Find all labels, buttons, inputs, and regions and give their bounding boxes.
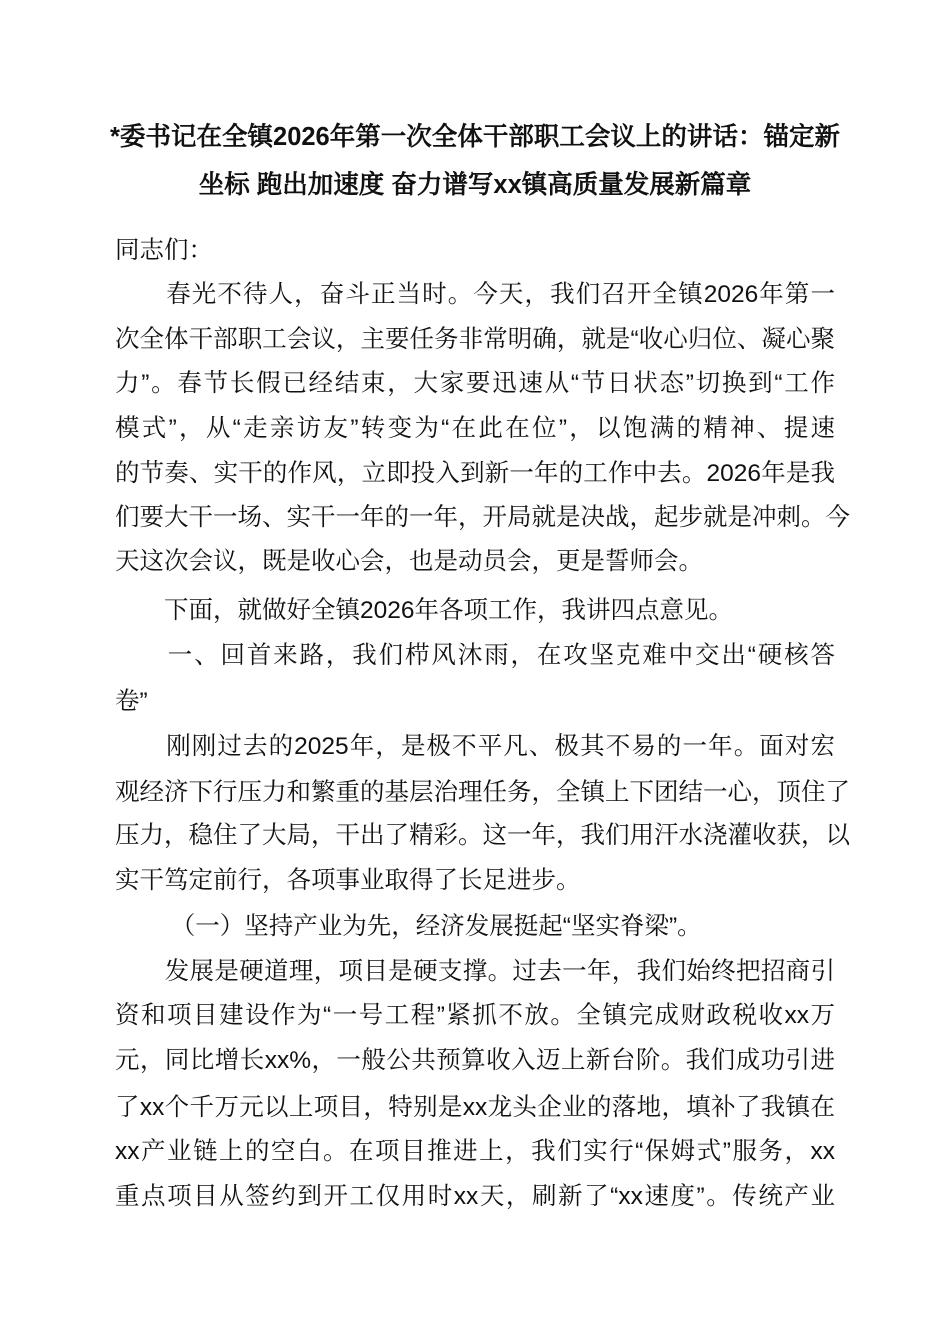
body-text-line: 一、回首来路，我们栉风沐雨，在攻坚克难中交出“硬核答 [115,642,835,669]
body-text-line: 观经济下行压力和繁重的基层治理任务，全镇上下团结一心，顶住了 [115,779,850,806]
body-text-line: 资和项目建设作为“一号工程”紧抓不放。全镇完成财政税收xx万 [115,1002,835,1029]
body-text-line: 的节奏、实干的作风，立即投入到新一年的工作中去。2026年是我 [115,460,835,487]
body-text-line: 下面，就做好全镇2026年各项工作，我讲四点意见。 [115,597,734,624]
body-text-line: 重点项目从签约到开工仅用时xx天，刷新了“xx速度”。传统产业 [115,1183,835,1210]
body-text-line: 春光不待人，奋斗正当时。今天，我们召开全镇2026年第一 [115,281,835,308]
body-text-line: （一）坚持产业为先，经济发展挺起“坚实脊梁”。 [115,913,702,940]
body-text-line: 了xx个千万元以上项目，特别是xx龙头企业的落地，填补了我镇在 [115,1094,835,1121]
body-text-line: 们要大干一场、实干一年的一年，开局就是决战，起步就是冲刺。今 [115,504,850,531]
body-text-line: 实干笃定前行，各项事业取得了长足进步。 [115,867,581,894]
body-text-line: 压力，稳住了大局，干出了精彩。这一年，我们用汗水浇灌收获，以 [115,822,850,849]
body-text-line: 天这次会议，既是收心会，也是动员会，更是誓师会。 [115,548,703,575]
body-text-line: 元，同比增长xx%，一般公共预算收入迈上新台阶。我们成功引进 [115,1047,835,1074]
body-text-line: 卷” [115,688,148,715]
body-text-line: 模式”，从“走亲访友”转变为“在此在位”，以饱满的精神、提速 [115,415,835,442]
body-text-line: 发展是硬道理，项目是硬支撑。过去一年，我们始终把招商引 [115,958,835,985]
document-title-line-1: *委书记在全镇2026年第一次全体干部职工会议上的讲话：锚定新 [110,123,840,151]
body-text-line: xx产业链上的空白。在项目推进上，我们实行“保姆式”服务，xx [115,1138,835,1165]
body-text-line: 次全体干部职工会议，主要任务非常明确，就是“收心归位、凝心聚 [115,326,835,353]
document-title-line-2: 坐标 跑出加速度 奋力谱写xx镇高质量发展新篇章 [198,171,752,199]
salutation: 同志们： [115,237,213,264]
body-text-line: 刚刚过去的2025年，是极不平凡、极其不易的一年。面对宏 [115,733,835,760]
body-text-line: 力”。春节长假已经结束，大家要迅速从“节日状态”切换到“工作 [115,370,835,397]
